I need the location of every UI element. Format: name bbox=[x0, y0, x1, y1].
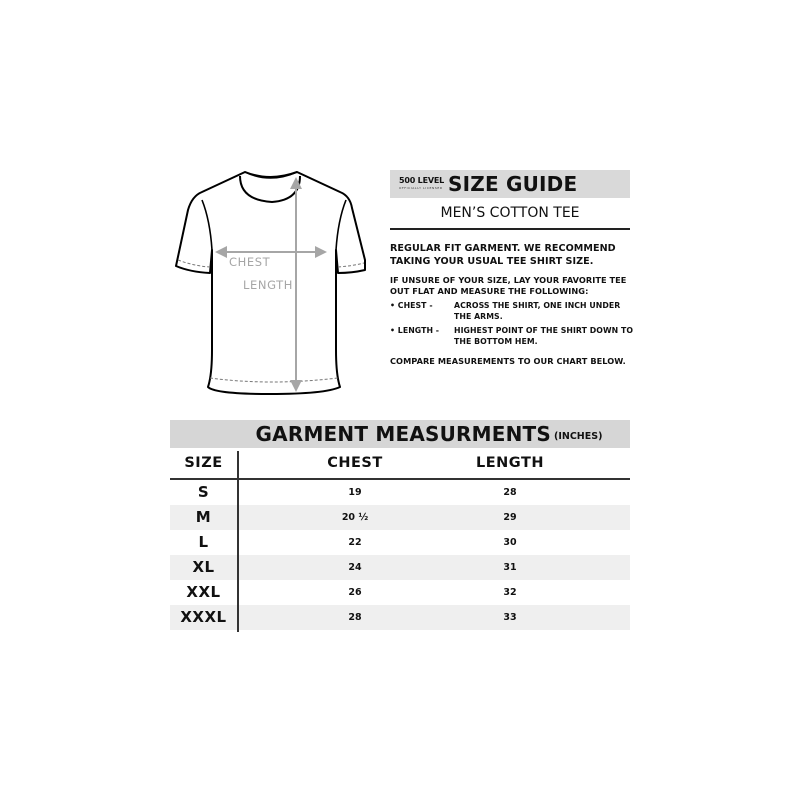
table-row: XXL 26 32 bbox=[186, 583, 517, 601]
column-header-chest: CHEST bbox=[327, 455, 383, 471]
table-title: GARMENT MEASURMENTS (INCHES) bbox=[255, 422, 603, 446]
size-guide-title: SIZE GUIDE bbox=[448, 172, 578, 196]
bullet-chest: • CHEST - ACROSS THE SHIRT, ONE INCH UNDER THE ARMS. bbox=[390, 301, 621, 321]
table-row: L 22 30 bbox=[198, 533, 517, 551]
brand-tagline: OFFICIALLY LICENSED bbox=[399, 186, 443, 190]
table-row: S 19 28 bbox=[197, 483, 517, 501]
column-header-size: SIZE bbox=[184, 455, 223, 471]
table-row: M 20 ½ 29 bbox=[170, 505, 630, 530]
table-row: XL 24 31 bbox=[170, 555, 630, 580]
length-label: LENGTH bbox=[243, 278, 294, 292]
brand-logo: 500 LEVEL bbox=[399, 176, 445, 185]
fit-recommendation: REGULAR FIT GARMENT. WE RECOMMEND TAKING YOUR USUAL TEE SHIRT SIZE. bbox=[390, 243, 616, 267]
measure-instructions: IF UNSURE OF YOUR SIZE, LAY YOUR FAVORITE TEE OUT FLAT AND MEASURE THE FOLLOWING: bbox=[390, 275, 627, 296]
subtitle-divider bbox=[390, 228, 630, 230]
table-row: XXXL 28 33 bbox=[170, 605, 630, 630]
bullet-length: • LENGTH - HIGHEST POINT OF THE SHIRT DOWN TO THE BOTTOM HEM. bbox=[390, 326, 633, 346]
chest-label: CHEST bbox=[229, 255, 271, 269]
compare-note: COMPARE MEASUREMENTS TO OUR CHART BELOW. bbox=[390, 356, 626, 366]
product-subtitle: MEN’S COTTON TEE bbox=[440, 205, 580, 221]
column-header-length: LENGTH bbox=[476, 455, 544, 471]
size-column-divider bbox=[237, 451, 239, 632]
